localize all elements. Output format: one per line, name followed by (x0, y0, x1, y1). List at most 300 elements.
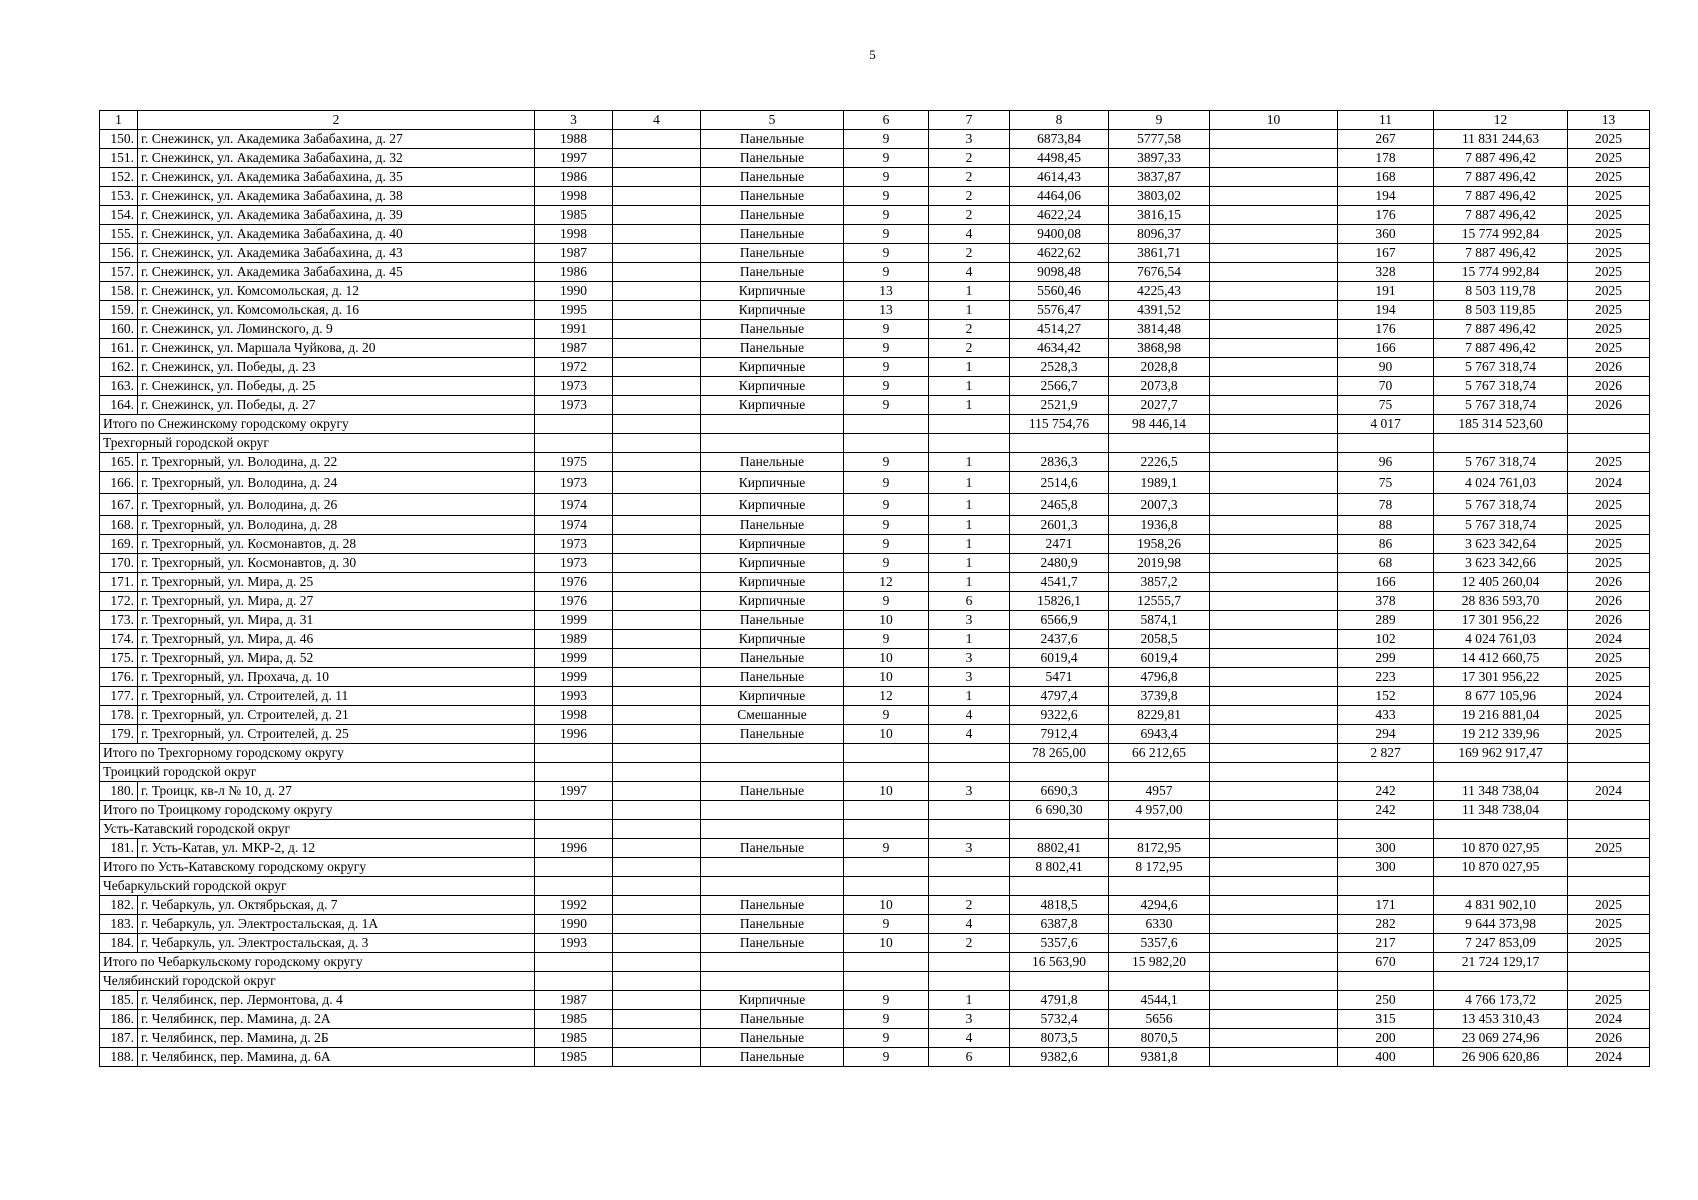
col10-cell (1210, 472, 1338, 494)
col10-cell (1210, 339, 1338, 358)
year-cell: 1995 (535, 301, 613, 320)
empty-cell (613, 763, 701, 782)
cost-cell: 7 887 496,42 (1434, 187, 1568, 206)
residents-cell: 78 (1338, 494, 1434, 516)
total-area-cell: 5576,47 (1010, 301, 1109, 320)
empty-cell (1210, 972, 1338, 991)
year-planned-cell: 2025 (1568, 725, 1650, 744)
cost-cell: 19 212 339,96 (1434, 725, 1568, 744)
empty-cell (701, 972, 844, 991)
total-area-cell: 2566,7 (1010, 377, 1109, 396)
total-area-sum: 78 265,00 (1010, 744, 1109, 763)
residents-cell: 88 (1338, 516, 1434, 535)
residents-cell: 75 (1338, 396, 1434, 415)
cost-cell: 14 412 660,75 (1434, 649, 1568, 668)
col4-cell (613, 472, 701, 494)
col4-cell (613, 782, 701, 801)
entrances-cell: 2 (929, 187, 1010, 206)
living-area-cell: 3861,71 (1109, 244, 1210, 263)
empty-cell (844, 415, 929, 434)
cost-cell: 7 247 853,09 (1434, 934, 1568, 953)
empty-cell (1210, 744, 1338, 763)
year-cell: 1993 (535, 934, 613, 953)
row-number: 161. (100, 339, 138, 358)
table-row (100, 263, 1650, 282)
col4-cell (613, 896, 701, 915)
wall-material-cell: Кирпичные (701, 535, 844, 554)
table-row (100, 991, 1650, 1010)
empty-cell (613, 744, 701, 763)
total-area-cell: 4797,4 (1010, 687, 1109, 706)
wall-material-cell: Кирпичные (701, 396, 844, 415)
total-area-cell: 2528,3 (1010, 358, 1109, 377)
wall-material-cell: Смешанные (701, 706, 844, 725)
year-planned-cell: 2024 (1568, 687, 1650, 706)
table-row (100, 592, 1650, 611)
living-area-cell: 9381,8 (1109, 1048, 1210, 1067)
floors-cell: 9 (844, 377, 929, 396)
col10-cell (1210, 149, 1338, 168)
empty-cell (701, 415, 844, 434)
table-row (100, 301, 1650, 320)
empty-cell (701, 801, 844, 820)
year-cell: 1987 (535, 339, 613, 358)
living-area-cell: 3897,33 (1109, 149, 1210, 168)
empty-cell (844, 877, 929, 896)
year-cell: 1989 (535, 630, 613, 649)
floors-cell: 10 (844, 934, 929, 953)
total-area-cell: 2437,6 (1010, 630, 1109, 649)
address-cell: г. Снежинск, ул. Победы, д. 23 (138, 358, 535, 377)
wall-material-cell: Панельные (701, 453, 844, 472)
total-area-cell: 6566,9 (1010, 611, 1109, 630)
empty-cell (1568, 744, 1650, 763)
table-row (100, 687, 1650, 706)
entrances-cell: 1 (929, 282, 1010, 301)
cost-cell: 11 831 244,63 (1434, 130, 1568, 149)
wall-material-cell: Кирпичные (701, 554, 844, 573)
table-row (100, 630, 1650, 649)
total-area-cell: 4634,42 (1010, 339, 1109, 358)
header-cell-10: 10 (1210, 111, 1338, 130)
row-number: 154. (100, 206, 138, 225)
wall-material-cell: Панельные (701, 187, 844, 206)
row-number: 183. (100, 915, 138, 934)
col4-cell (613, 130, 701, 149)
living-area-cell: 2019,98 (1109, 554, 1210, 573)
col10-cell (1210, 396, 1338, 415)
table-row (100, 149, 1650, 168)
total-label: Итого по Трехгорному городскому округу (100, 744, 535, 763)
col10-cell (1210, 225, 1338, 244)
floors-cell: 9 (844, 706, 929, 725)
residents-cell: 378 (1338, 592, 1434, 611)
year-planned-cell: 2025 (1568, 263, 1650, 282)
living-area-cell: 1958,26 (1109, 535, 1210, 554)
empty-cell (1434, 877, 1568, 896)
residents-cell: 166 (1338, 339, 1434, 358)
year-planned-cell: 2025 (1568, 339, 1650, 358)
address-cell: г. Снежинск, ул. Маршала Чуйкова, д. 20 (138, 339, 535, 358)
col10-cell (1210, 668, 1338, 687)
col10-cell (1210, 706, 1338, 725)
residents-cell: 70 (1338, 377, 1434, 396)
table-row (100, 339, 1650, 358)
entrances-cell: 2 (929, 149, 1010, 168)
empty-cell (929, 801, 1010, 820)
col10-cell (1210, 168, 1338, 187)
year-planned-cell: 2026 (1568, 573, 1650, 592)
cost-cell: 7 887 496,42 (1434, 168, 1568, 187)
year-planned-cell: 2025 (1568, 706, 1650, 725)
wall-material-cell: Панельные (701, 782, 844, 801)
living-area-cell: 3868,98 (1109, 339, 1210, 358)
address-cell: г. Трехгорный, ул. Володина, д. 28 (138, 516, 535, 535)
wall-material-cell: Кирпичные (701, 282, 844, 301)
living-area-cell: 5357,6 (1109, 934, 1210, 953)
cost-cell: 5 767 318,74 (1434, 377, 1568, 396)
empty-cell (929, 858, 1010, 877)
floors-cell: 9 (844, 472, 929, 494)
entrances-cell: 3 (929, 649, 1010, 668)
row-number: 153. (100, 187, 138, 206)
empty-cell (1210, 434, 1338, 453)
cost-cell: 17 301 956,22 (1434, 611, 1568, 630)
cost-cell: 17 301 956,22 (1434, 668, 1568, 687)
address-cell: г. Снежинск, ул. Ломинского, д. 9 (138, 320, 535, 339)
col4-cell (613, 1029, 701, 1048)
empty-cell (613, 858, 701, 877)
header-cell-1: 1 (100, 111, 138, 130)
empty-cell (1010, 972, 1109, 991)
row-number: 180. (100, 782, 138, 801)
residents-cell: 176 (1338, 320, 1434, 339)
year-cell: 1973 (535, 554, 613, 573)
wall-material-cell: Панельные (701, 130, 844, 149)
col10-cell (1210, 630, 1338, 649)
total-area-sum: 6 690,30 (1010, 801, 1109, 820)
floors-cell: 9 (844, 535, 929, 554)
cost-cell: 4 024 761,03 (1434, 630, 1568, 649)
header-cell-5: 5 (701, 111, 844, 130)
section-row (100, 763, 1650, 782)
row-number: 158. (100, 282, 138, 301)
residents-cell: 86 (1338, 535, 1434, 554)
entrances-cell: 1 (929, 453, 1010, 472)
year-cell: 1990 (535, 282, 613, 301)
total-area-sum: 115 754,76 (1010, 415, 1109, 434)
table-row (100, 472, 1650, 494)
address-cell: г. Снежинск, ул. Комсомольская, д. 12 (138, 282, 535, 301)
row-number: 166. (100, 472, 138, 494)
cost-cell: 8 503 119,78 (1434, 282, 1568, 301)
entrances-cell: 3 (929, 611, 1010, 630)
cost-cell: 7 887 496,42 (1434, 244, 1568, 263)
cost-cell: 26 906 620,86 (1434, 1048, 1568, 1067)
floors-cell: 9 (844, 206, 929, 225)
year-cell: 1996 (535, 839, 613, 858)
total-area-cell: 9382,6 (1010, 1048, 1109, 1067)
row-number: 174. (100, 630, 138, 649)
entrances-cell: 2 (929, 339, 1010, 358)
table-row (100, 358, 1650, 377)
year-cell: 1973 (535, 535, 613, 554)
cost-cell: 7 887 496,42 (1434, 339, 1568, 358)
col10-cell (1210, 206, 1338, 225)
empty-cell (929, 434, 1010, 453)
total-label: Итого по Усть-Катавскому городскому округу (100, 858, 535, 877)
total-area-cell: 4498,45 (1010, 149, 1109, 168)
floors-cell: 10 (844, 649, 929, 668)
empty-cell (1109, 877, 1210, 896)
col10-cell (1210, 130, 1338, 149)
col4-cell (613, 453, 701, 472)
header-cell-12: 12 (1434, 111, 1568, 130)
total-area-sum: 8 802,41 (1010, 858, 1109, 877)
cost-cell: 19 216 881,04 (1434, 706, 1568, 725)
row-number: 151. (100, 149, 138, 168)
address-cell: г. Снежинск, ул. Академика Забабахина, д. 35 (138, 168, 535, 187)
residents-cell: 250 (1338, 991, 1434, 1010)
residents-cell: 282 (1338, 915, 1434, 934)
row-number: 150. (100, 130, 138, 149)
year-planned-cell: 2025 (1568, 282, 1650, 301)
living-area-cell: 4957 (1109, 782, 1210, 801)
floors-cell: 9 (844, 592, 929, 611)
year-cell: 1996 (535, 725, 613, 744)
col10-cell (1210, 358, 1338, 377)
col4-cell (613, 282, 701, 301)
col10-cell (1210, 244, 1338, 263)
col10-cell (1210, 516, 1338, 535)
floors-cell: 9 (844, 168, 929, 187)
year-cell: 1990 (535, 915, 613, 934)
total-area-cell: 4514,27 (1010, 320, 1109, 339)
year-cell: 1998 (535, 187, 613, 206)
wall-material-cell: Панельные (701, 149, 844, 168)
table-row (100, 282, 1650, 301)
col10-cell (1210, 301, 1338, 320)
table-row (100, 706, 1650, 725)
col4-cell (613, 915, 701, 934)
floors-cell: 9 (844, 149, 929, 168)
living-area-cell: 5777,58 (1109, 130, 1210, 149)
header-cell-9: 9 (1109, 111, 1210, 130)
empty-cell (1434, 434, 1568, 453)
floors-cell: 13 (844, 301, 929, 320)
col4-cell (613, 516, 701, 535)
residents-cell: 166 (1338, 573, 1434, 592)
entrances-cell: 2 (929, 934, 1010, 953)
wall-material-cell: Панельные (701, 915, 844, 934)
empty-cell (535, 858, 613, 877)
address-cell: г. Трехгорный, ул. Володина, д. 24 (138, 472, 535, 494)
residents-sum: 242 (1338, 801, 1434, 820)
entrances-cell: 2 (929, 168, 1010, 187)
total-area-cell: 5560,46 (1010, 282, 1109, 301)
table-row (100, 915, 1650, 934)
row-number: 171. (100, 573, 138, 592)
empty-cell (535, 801, 613, 820)
col4-cell (613, 706, 701, 725)
empty-cell (1210, 953, 1338, 972)
entrances-cell: 1 (929, 377, 1010, 396)
col10-cell (1210, 187, 1338, 206)
empty-cell (844, 972, 929, 991)
floors-cell: 13 (844, 282, 929, 301)
col10-cell (1210, 263, 1338, 282)
total-area-cell: 2480,9 (1010, 554, 1109, 573)
section-label: Троицкий городской округ (100, 763, 535, 782)
empty-cell (535, 820, 613, 839)
total-label: Итого по Троицкому городскому округу (100, 801, 535, 820)
cost-cell: 15 774 992,84 (1434, 225, 1568, 244)
cost-cell: 4 831 902,10 (1434, 896, 1568, 915)
wall-material-cell: Панельные (701, 225, 844, 244)
cost-cell: 7 887 496,42 (1434, 320, 1568, 339)
wall-material-cell: Панельные (701, 1029, 844, 1048)
year-planned-cell: 2024 (1568, 472, 1650, 494)
col4-cell (613, 725, 701, 744)
empty-cell (1109, 820, 1210, 839)
col4-cell (613, 649, 701, 668)
residents-sum: 670 (1338, 953, 1434, 972)
address-cell: г. Трехгорный, ул. Строителей, д. 21 (138, 706, 535, 725)
total-area-cell: 9098,48 (1010, 263, 1109, 282)
col10-cell (1210, 934, 1338, 953)
empty-cell (1434, 820, 1568, 839)
total-row (100, 801, 1650, 820)
year-planned-cell: 2024 (1568, 1048, 1650, 1067)
section-label: Челябинский городской округ (100, 972, 535, 991)
entrances-cell: 2 (929, 320, 1010, 339)
total-area-cell: 4818,5 (1010, 896, 1109, 915)
col4-cell (613, 592, 701, 611)
row-number: 182. (100, 896, 138, 915)
total-area-cell: 5471 (1010, 668, 1109, 687)
empty-cell (844, 801, 929, 820)
floors-cell: 12 (844, 573, 929, 592)
col10-cell (1210, 1048, 1338, 1067)
wall-material-cell: Панельные (701, 320, 844, 339)
year-cell: 1998 (535, 706, 613, 725)
section-label: Усть-Катавский городской округ (100, 820, 535, 839)
residents-sum: 4 017 (1338, 415, 1434, 434)
page-number: 5 (869, 47, 876, 62)
address-cell: г. Чебаркуль, ул. Электростальская, д. 3 (138, 934, 535, 953)
empty-cell (844, 820, 929, 839)
address-cell: г. Снежинск, ул. Академика Забабахина, д. 45 (138, 263, 535, 282)
col10-cell (1210, 320, 1338, 339)
empty-cell (701, 434, 844, 453)
year-cell: 1985 (535, 1010, 613, 1029)
residents-cell: 299 (1338, 649, 1434, 668)
cost-cell: 8 677 105,96 (1434, 687, 1568, 706)
year-planned-cell: 2025 (1568, 535, 1650, 554)
living-area-cell: 3857,2 (1109, 573, 1210, 592)
entrances-cell: 6 (929, 1048, 1010, 1067)
entrances-cell: 1 (929, 494, 1010, 516)
col4-cell (613, 168, 701, 187)
total-area-sum: 16 563,90 (1010, 953, 1109, 972)
entrances-cell: 1 (929, 516, 1010, 535)
year-planned-cell: 2026 (1568, 377, 1650, 396)
col10-cell (1210, 611, 1338, 630)
empty-cell (1434, 972, 1568, 991)
col4-cell (613, 630, 701, 649)
section-label: Трехгорный городской округ (100, 434, 535, 453)
living-area-cell: 3837,87 (1109, 168, 1210, 187)
wall-material-cell: Панельные (701, 896, 844, 915)
empty-cell (1568, 415, 1650, 434)
empty-cell (844, 744, 929, 763)
year-planned-cell: 2025 (1568, 225, 1650, 244)
floors-cell: 9 (844, 494, 929, 516)
table-row (100, 782, 1650, 801)
table-row (100, 206, 1650, 225)
living-area-cell: 3816,15 (1109, 206, 1210, 225)
row-number: 169. (100, 535, 138, 554)
col10-cell (1210, 494, 1338, 516)
wall-material-cell: Кирпичные (701, 687, 844, 706)
cost-cell: 5 767 318,74 (1434, 494, 1568, 516)
cost-cell: 8 503 119,85 (1434, 301, 1568, 320)
header-cell-11: 11 (1338, 111, 1434, 130)
address-cell: г. Снежинск, ул. Победы, д. 27 (138, 396, 535, 415)
table-row (100, 554, 1650, 573)
section-label: Чебаркульский городской округ (100, 877, 535, 896)
col4-cell (613, 358, 701, 377)
living-area-cell: 12555,7 (1109, 592, 1210, 611)
wall-material-cell: Панельные (701, 649, 844, 668)
empty-cell (929, 877, 1010, 896)
col10-cell (1210, 991, 1338, 1010)
cost-cell: 4 024 761,03 (1434, 472, 1568, 494)
living-area-cell: 4294,6 (1109, 896, 1210, 915)
living-area-cell: 3803,02 (1109, 187, 1210, 206)
wall-material-cell: Панельные (701, 263, 844, 282)
living-area-cell: 4225,43 (1109, 282, 1210, 301)
entrances-cell: 1 (929, 535, 1010, 554)
col10-cell (1210, 896, 1338, 915)
wall-material-cell: Кирпичные (701, 991, 844, 1010)
table-row (100, 396, 1650, 415)
total-area-cell: 5357,6 (1010, 934, 1109, 953)
residents-cell: 328 (1338, 263, 1434, 282)
cost-cell: 4 766 173,72 (1434, 991, 1568, 1010)
address-cell: г. Челябинск, пер. Лермонтова, д. 4 (138, 991, 535, 1010)
year-cell: 1998 (535, 225, 613, 244)
empty-cell (535, 953, 613, 972)
empty-cell (535, 763, 613, 782)
total-area-cell: 6690,3 (1010, 782, 1109, 801)
address-cell: г. Трехгорный, ул. Мира, д. 46 (138, 630, 535, 649)
total-area-cell: 5732,4 (1010, 1010, 1109, 1029)
col10-cell (1210, 839, 1338, 858)
row-number: 176. (100, 668, 138, 687)
cost-cell: 5 767 318,74 (1434, 453, 1568, 472)
col10-cell (1210, 554, 1338, 573)
row-number: 170. (100, 554, 138, 573)
empty-cell (613, 801, 701, 820)
table-row (100, 934, 1650, 953)
total-label: Итого по Снежинскому городскому округу (100, 415, 535, 434)
wall-material-cell: Кирпичные (701, 494, 844, 516)
year-planned-cell: 2025 (1568, 168, 1650, 187)
empty-cell (929, 972, 1010, 991)
living-area-cell: 8229,81 (1109, 706, 1210, 725)
residents-cell: 200 (1338, 1029, 1434, 1048)
